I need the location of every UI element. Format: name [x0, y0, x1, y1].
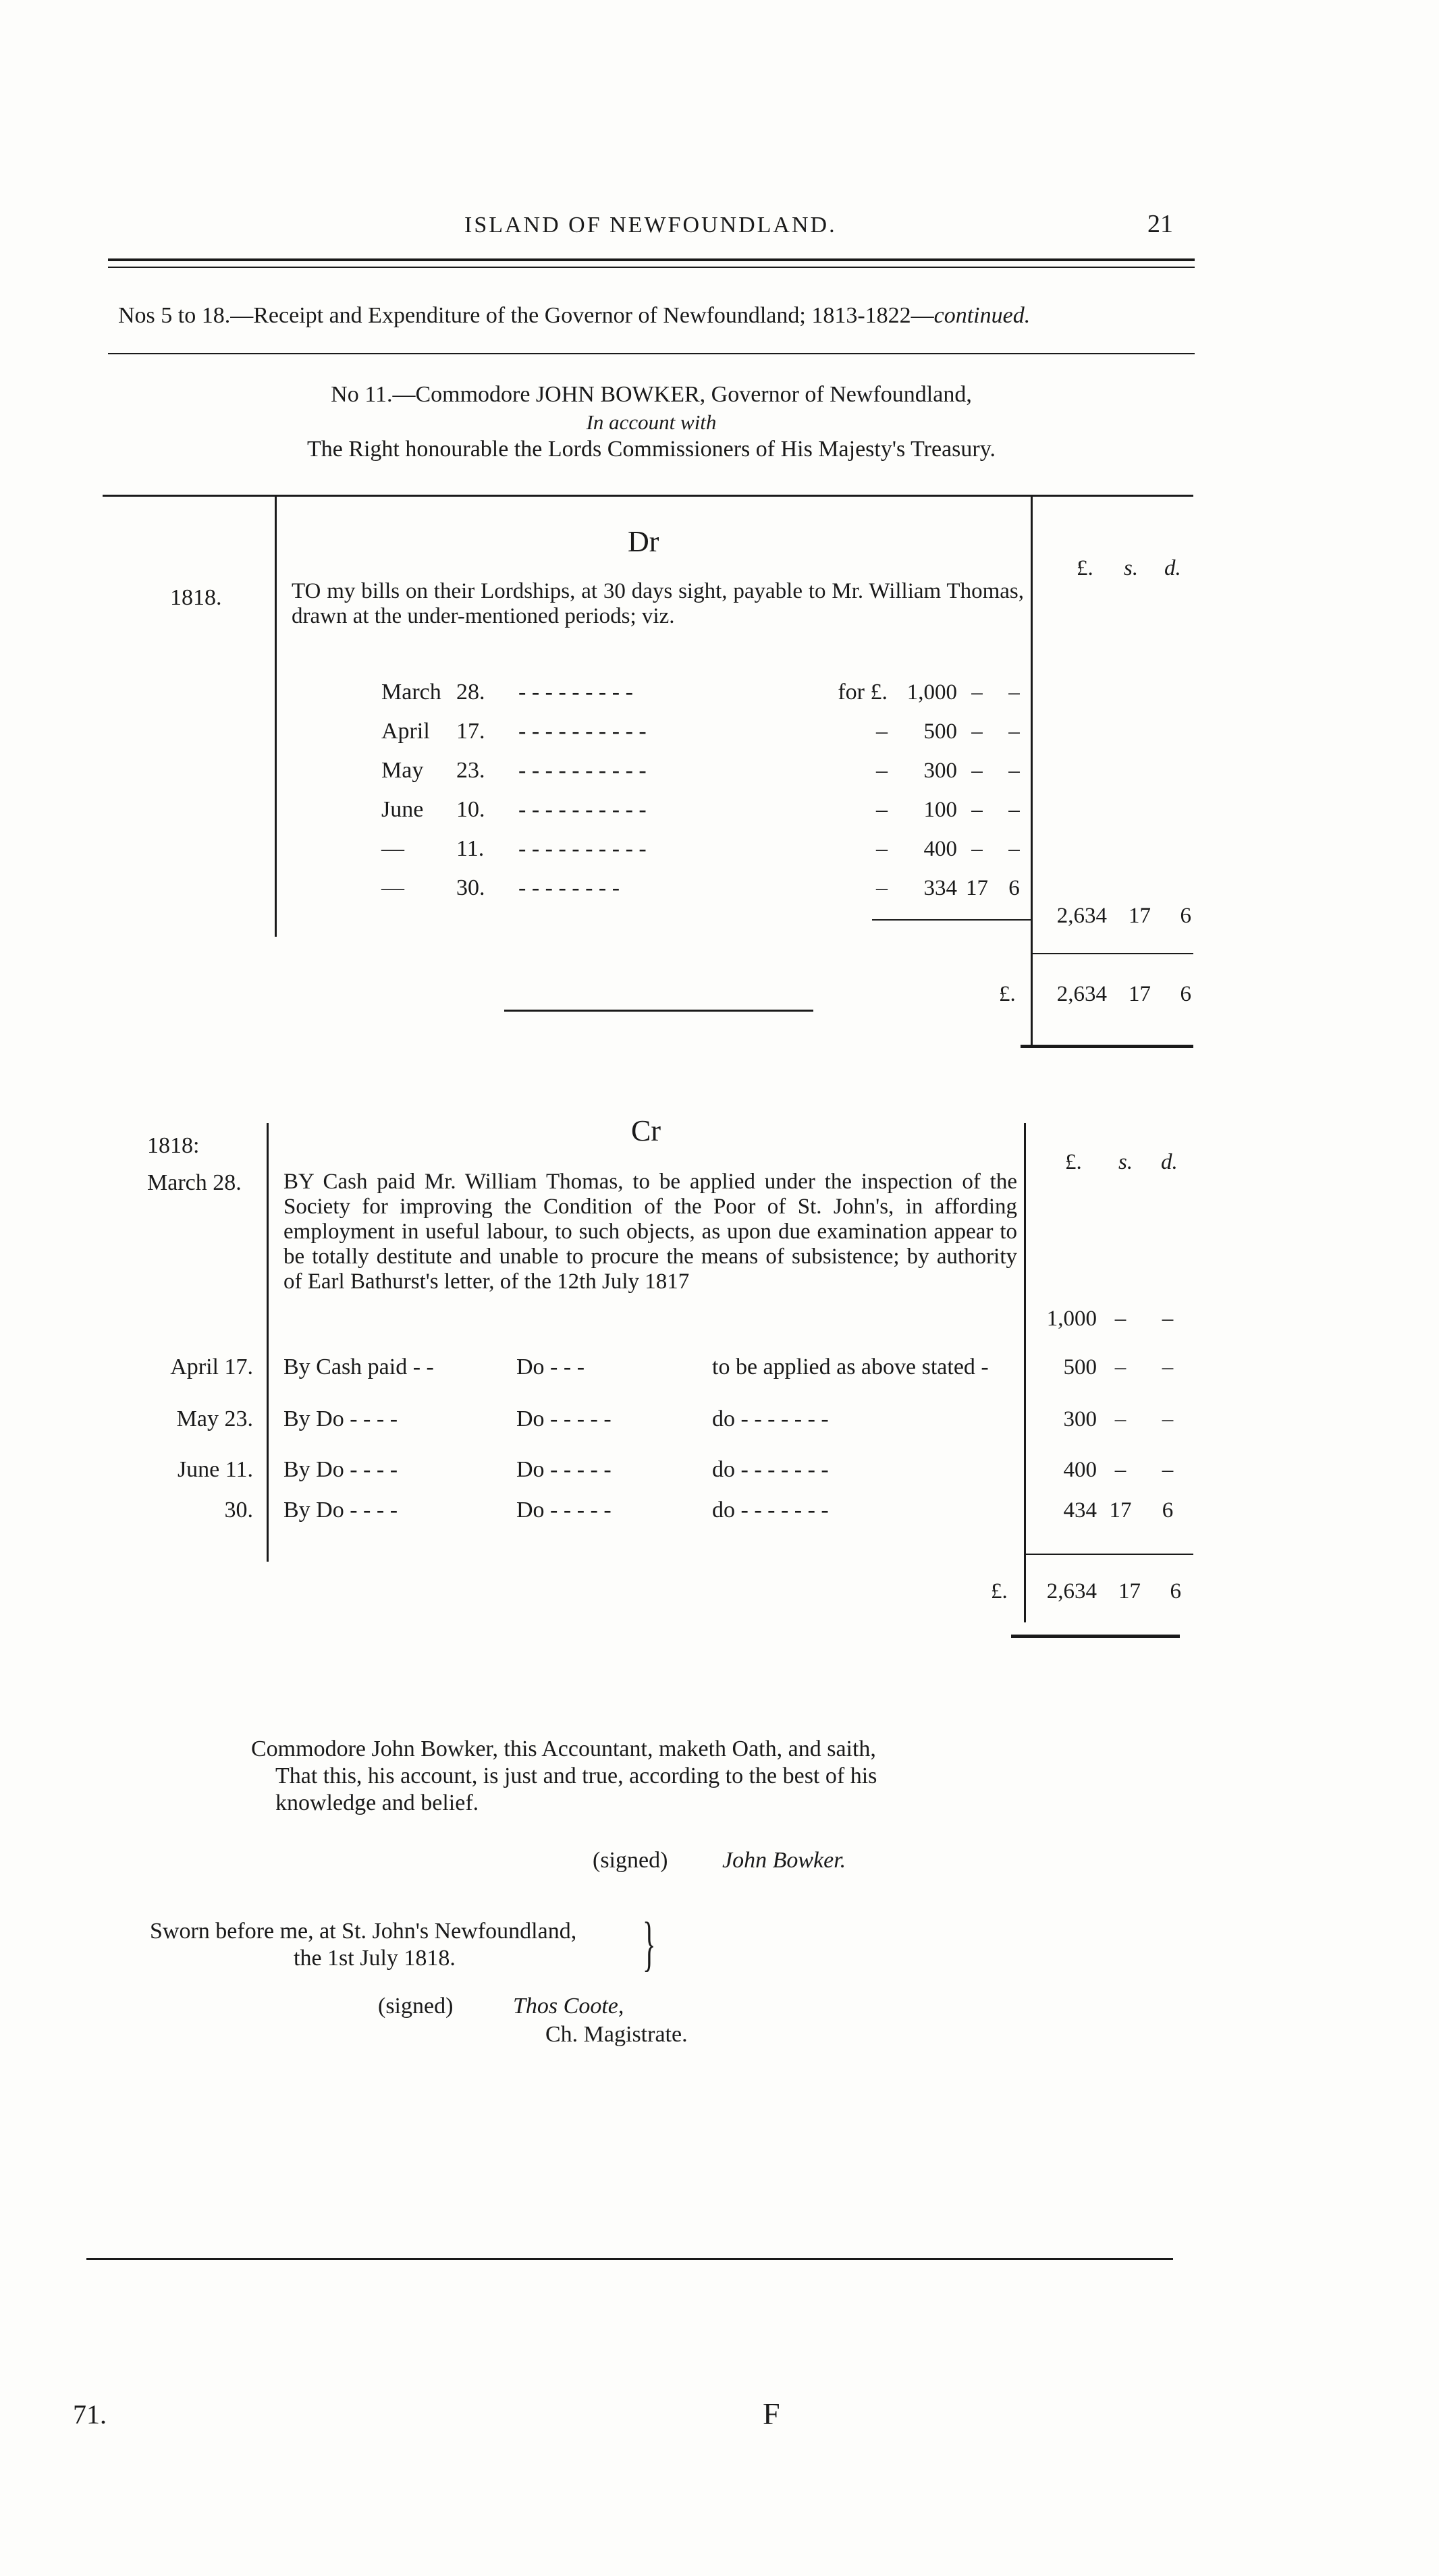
bill-pounds: 300 — [923, 759, 957, 783]
bill-pence: – — [1008, 759, 1020, 783]
bill-prefix: – — [876, 719, 888, 744]
debit-flourish-rule — [504, 1010, 813, 1012]
credit-pounds-header: £. — [1065, 1150, 1082, 1174]
credit-row-ditto: Do - - - - - — [516, 1457, 612, 1482]
credit-row-pence: – — [1162, 1407, 1174, 1431]
credit-row-shillings: – — [1114, 1355, 1126, 1379]
account-heading-line2: In account with — [586, 410, 717, 434]
credit-row-shillings: – — [1114, 1458, 1126, 1482]
credit-row-note: do - - - - - - - — [712, 1406, 829, 1431]
debit-money-divider — [1031, 497, 1033, 1045]
oath-signature: John Bowker. — [722, 1848, 846, 1873]
bill-dashes: - - - - - - - - - - — [518, 758, 647, 783]
credit-row-pence: – — [1162, 1355, 1174, 1379]
credit-row-note: do - - - - - - - — [712, 1457, 829, 1482]
credit-row-ditto: Do - - - - - — [516, 1406, 612, 1431]
footer-rule — [86, 2258, 1173, 2260]
header-rule-thin — [108, 267, 1195, 268]
bill-prefix: – — [876, 797, 888, 822]
page-number: 21 — [1147, 210, 1173, 238]
credit-entry-pence: – — [1162, 1307, 1174, 1331]
section-rule — [108, 353, 1195, 354]
credit-row-by: By Do - - - - — [283, 1406, 398, 1431]
bill-pence: – — [1008, 798, 1020, 822]
credit-row-pounds: 434 — [1063, 1498, 1097, 1523]
sworn-signature: Thos Coote, — [513, 1994, 624, 2019]
sworn-line2: the 1st July 1818. — [294, 1946, 456, 1971]
credit-row-ditto: Do - - - — [516, 1354, 585, 1379]
account-heading-line3: The Right honourable the Lords Commissioners of His Majesty's Treasury. — [306, 437, 996, 462]
credit-entry-text: BY Cash paid Mr. William Thomas, to be applied under the inspection of the Society for improving the Condition of the Poor of St. John's, in affording employment in useful labour, to such objects, as upon due examination appear to be totally destitute and unable to procure the means of subsistence; by authority of Earl Bathurst's letter, of the 12th July 1817 — [283, 1170, 1017, 1294]
bill-prefix: – — [876, 758, 888, 783]
debit-title: Dr — [628, 525, 659, 558]
debit-subtotal-pounds: 2,634 — [1056, 904, 1107, 928]
bill-month: — — [381, 875, 404, 900]
bill-prefix: for £. — [838, 680, 888, 705]
section-heading: Nos 5 to 18.—Receipt and Expenditure of the Governor of Newfoundland; 1813-1822—continued. — [118, 303, 1031, 328]
footer-signature-mark: F — [763, 2396, 780, 2431]
credit-pence-header: d. — [1161, 1150, 1178, 1174]
bill-day: 23. — [456, 758, 485, 783]
debit-total-label: £. — [999, 982, 1016, 1006]
credit-entry-shillings: – — [1114, 1307, 1126, 1331]
credit-row-pounds: 500 — [1063, 1355, 1097, 1379]
bill-day: 17. — [456, 719, 485, 744]
debit-shillings-header: s. — [1124, 556, 1139, 580]
bill-day: 11. — [456, 836, 485, 861]
debit-subtotal-rule — [872, 919, 1031, 921]
credit-row-pence: – — [1162, 1458, 1174, 1482]
debit-year: 1818. — [170, 585, 222, 610]
sworn-title: Ch. Magistrate. — [545, 2022, 688, 2047]
bill-shillings: – — [971, 719, 983, 744]
bill-dashes: - - - - - - - - — [518, 875, 620, 900]
credit-entry-date: March 28. — [147, 1170, 242, 1195]
credit-total-pence: 6 — [1170, 1579, 1181, 1604]
bill-shillings: – — [971, 759, 983, 783]
bill-dashes: - - - - - - - - - - — [518, 719, 647, 744]
debit-pence-header: d. — [1164, 556, 1181, 580]
credit-total-double-rule — [1011, 1635, 1180, 1638]
bill-shillings: – — [971, 837, 983, 861]
debit-left-divider — [275, 497, 277, 937]
bill-pence: – — [1008, 837, 1020, 861]
bill-pounds: 334 — [923, 876, 957, 900]
sworn-line1: Sworn before me, at St. John's Newfoundland, — [150, 1919, 577, 1944]
oath-signed-label: (signed) — [593, 1848, 668, 1873]
oath-line1: Commodore John Bowker, this Accountant, maketh Oath, and saith, — [251, 1736, 876, 1761]
bill-prefix: – — [876, 875, 888, 900]
account-heading-line1: No 11.—Commodore JOHN BOWKER, Governor of Newfoundland, — [331, 382, 972, 407]
bill-prefix: – — [876, 836, 888, 861]
bill-shillings: – — [971, 680, 983, 705]
debit-total-pounds: 2,634 — [1056, 982, 1107, 1006]
oath-line3: knowledge and belief. — [275, 1790, 479, 1815]
credit-row-shillings: – — [1114, 1407, 1126, 1431]
bill-pounds: 100 — [923, 798, 957, 822]
credit-row-pounds: 300 — [1063, 1407, 1097, 1431]
debit-description: TO my bills on their Lordships, at 30 days sight, payable to Mr. William Thomas, drawn at the under-mentioned periods; viz. — [292, 579, 1024, 628]
credit-row-date: April 17. — [170, 1354, 253, 1379]
sworn-signed-label: (signed) — [378, 1994, 454, 2019]
header-rule-thick — [108, 258, 1195, 261]
debit-total-shillings: 17 — [1129, 982, 1151, 1006]
bill-month: March — [381, 680, 441, 705]
debit-sum-rule — [1033, 953, 1193, 954]
running-title: ISLAND OF NEWFOUNDLAND. — [464, 213, 837, 238]
credit-row-pence: 6 — [1162, 1498, 1174, 1523]
bill-pounds: 1,000 — [906, 680, 957, 705]
bill-pence: – — [1008, 680, 1020, 705]
bill-shillings: – — [971, 798, 983, 822]
credit-sum-rule — [1026, 1554, 1193, 1555]
credit-row-by: By Do - - - - — [283, 1498, 398, 1523]
credit-total-pounds: 2,634 — [1046, 1579, 1097, 1604]
credit-title: Cr — [631, 1114, 661, 1147]
credit-row-date: 30. — [224, 1498, 253, 1523]
credit-left-divider — [267, 1123, 269, 1562]
bill-month: April — [381, 719, 430, 744]
oath-line2: That this, his account, is just and true, according to the best of his — [275, 1763, 877, 1788]
bill-pounds: 400 — [923, 837, 957, 861]
credit-row-shillings: 17 — [1109, 1498, 1132, 1523]
credit-entry-pounds: 1,000 — [1046, 1307, 1097, 1331]
sworn-brace: } — [643, 1911, 656, 1977]
credit-row-note: to be applied as above stated - — [712, 1354, 989, 1379]
bill-day: 30. — [456, 875, 485, 900]
credit-row-pounds: 400 — [1063, 1458, 1097, 1482]
credit-row-note: do - - - - - - - — [712, 1498, 829, 1523]
bill-month: June — [381, 797, 424, 822]
bill-pence: 6 — [1008, 876, 1020, 900]
bill-dashes: - - - - - - - - - - — [518, 836, 647, 861]
debit-total-double-rule — [1021, 1045, 1193, 1048]
credit-row-date: June 11. — [177, 1457, 253, 1482]
credit-total-label: £. — [991, 1579, 1008, 1604]
bill-shillings: 17 — [966, 876, 988, 900]
debit-pounds-header: £. — [1077, 556, 1093, 580]
bill-dashes: - - - - - - - - - - — [518, 797, 647, 822]
debit-subtotal-shillings: 17 — [1129, 904, 1151, 928]
credit-row-by: By Cash paid - - — [283, 1354, 434, 1379]
credit-row-ditto: Do - - - - - — [516, 1498, 612, 1523]
footer-number: 71. — [73, 2399, 107, 2430]
credit-total-shillings: 17 — [1118, 1579, 1141, 1604]
bill-pence: – — [1008, 719, 1020, 744]
credit-year: 1818: — [147, 1133, 200, 1158]
bill-day: 28. — [456, 680, 485, 705]
credit-shillings-header: s. — [1118, 1150, 1133, 1174]
bill-day: 10. — [456, 797, 485, 822]
bill-pounds: 500 — [923, 719, 957, 744]
debit-top-rule — [103, 495, 1193, 497]
credit-row-by: By Do - - - - — [283, 1457, 398, 1482]
credit-row-date: May 23. — [176, 1406, 253, 1431]
bill-dashes: - - - - - - - - - — [518, 680, 633, 705]
bill-month: May — [381, 758, 424, 783]
debit-total-pence: 6 — [1180, 982, 1191, 1006]
debit-subtotal-pence: 6 — [1180, 904, 1191, 928]
bill-month: — — [381, 836, 404, 861]
